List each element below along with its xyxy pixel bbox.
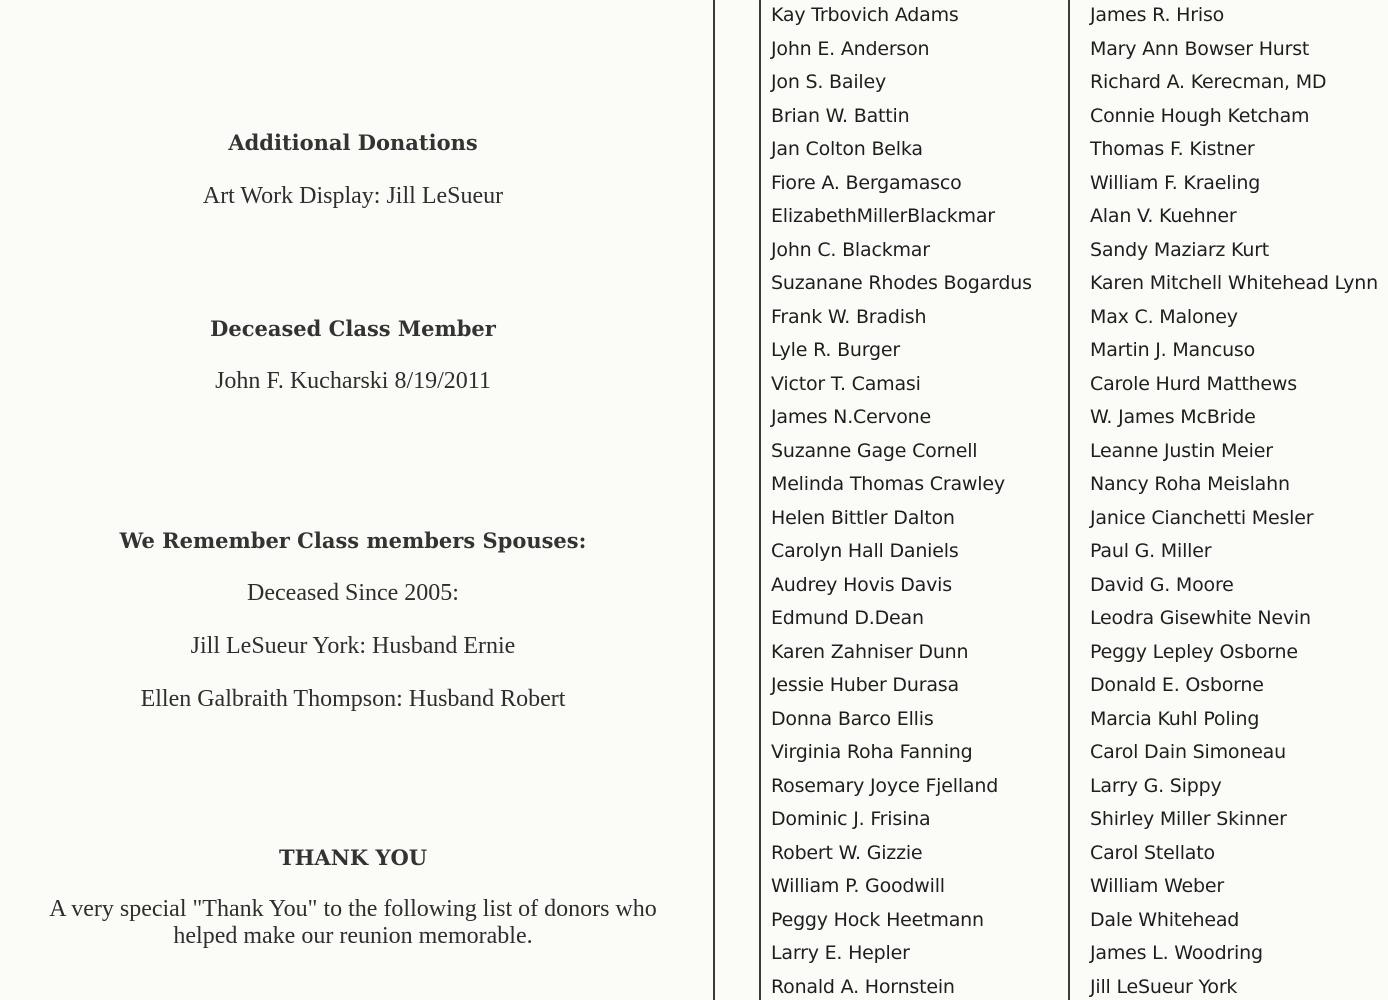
donor-name: Leanne Justin Meier <box>1090 439 1273 462</box>
deceased-since-text: Deceased Since 2005: <box>247 580 459 606</box>
donor-name: Janice Cianchetti Mesler <box>1090 506 1314 529</box>
donor-name: Edmund D.Dean <box>771 607 924 629</box>
donor-name: Victor T. Camasi <box>771 372 921 395</box>
donor-name: James N.Cervone <box>771 406 932 428</box>
donor-name: William P. Goodwill <box>771 875 945 897</box>
donor-name: Marcia Kuhl Poling <box>1090 707 1260 730</box>
donor-name: Thomas F. Kistner <box>1090 138 1255 160</box>
donor-name: Larry E. Hepler <box>771 942 910 964</box>
donor-name: Jan Colton Belka <box>771 138 923 160</box>
thank-you-heading: THANK YOU <box>278 845 428 870</box>
donor-name: Mary Ann Bowser Hurst <box>1090 37 1310 60</box>
donor-name: Brian W. Battin <box>771 104 910 127</box>
donor-name: Peggy Hock Heetmann <box>771 908 984 931</box>
donor-name: James R. Hriso <box>1090 4 1225 26</box>
thank-you-line: A very special "Thank You" to the following list of donors who <box>49 896 657 922</box>
donor-name: Jill LeSueur York <box>1090 975 1238 998</box>
spouse-entry: Ellen Galbraith Thompson: Husband Robert <box>140 686 566 712</box>
donor-name: Suzanane Rhodes Bogardus <box>771 272 1032 294</box>
donor-name: Carol Dain Simoneau <box>1090 741 1286 763</box>
donor-name: Karen Mitchell Whitehead Lynn <box>1090 272 1378 294</box>
donor-name: Kay Trbovich Adams <box>771 4 959 26</box>
donor-name: Carolyn Hall Daniels <box>771 540 959 562</box>
column-divider <box>713 0 715 1000</box>
donor-name: Rosemary Joyce Fjelland <box>771 774 999 797</box>
donor-name: Connie Hough Ketcham <box>1090 104 1310 127</box>
donor-name: Sandy Maziarz Kurt <box>1090 238 1270 261</box>
donor-name: Donna Barco Ellis <box>771 707 934 730</box>
donor-name: Peggy Lepley Osborne <box>1090 640 1298 663</box>
donor-name: Paul G. Miller <box>1090 540 1212 562</box>
donor-name: Helen Bittler Dalton <box>771 506 955 529</box>
donor-name: Jessie Huber Durasa <box>771 674 959 696</box>
donor-name: Jon S. Bailey <box>771 71 887 93</box>
donor-name: Ronald A. Hornstein <box>771 975 955 998</box>
deceased-member-text: John F. Kucharski 8/19/2011 <box>215 368 491 394</box>
donor-name: Suzanne Gage Cornell <box>771 439 978 462</box>
column-divider <box>759 0 761 1000</box>
donor-name: Max C. Maloney <box>1090 305 1238 328</box>
donor-name: ElizabethMillerBlackmar <box>771 205 995 227</box>
donor-name: Martin J. Mancuso <box>1090 339 1256 361</box>
remember-heading: We Remember Class members Spouses: <box>119 528 587 553</box>
art-work-display-text: Art Work Display: Jill LeSueur <box>202 183 504 209</box>
donor-name: Donald E. Osborne <box>1090 674 1264 696</box>
donor-name: Lyle R. Burger <box>771 339 901 361</box>
donor-name: Shirley Miller Skinner <box>1090 808 1287 830</box>
donor-name: John C. Blackmar <box>771 238 930 261</box>
donor-name: Alan V. Kuehner <box>1090 205 1237 227</box>
thank-you-line: helped make our reunion memorable. <box>173 923 533 949</box>
donor-name: Karen Zahniser Dunn <box>771 640 969 663</box>
donor-name: Dale Whitehead <box>1090 908 1240 931</box>
donor-name: Fiore A. Bergamasco <box>771 171 962 194</box>
donor-name: Larry G. Sippy <box>1090 774 1222 797</box>
spouse-entry: Jill LeSueur York: Husband Ernie <box>190 633 516 659</box>
column-divider <box>1068 0 1070 1000</box>
donor-name: Carole Hurd Matthews <box>1090 372 1297 395</box>
donor-name: William Weber <box>1090 875 1224 897</box>
deceased-member-heading: Deceased Class Member <box>210 316 496 341</box>
donor-name: Virginia Roha Fanning <box>771 741 973 763</box>
donor-name: William F. Kraeling <box>1090 171 1261 194</box>
donor-name: Dominic J. Frisina <box>771 808 931 830</box>
donor-name: Audrey Hovis Davis <box>771 573 952 596</box>
donor-name: Carol Stellato <box>1090 841 1215 864</box>
donor-name: W. James McBride <box>1090 406 1256 428</box>
donor-name: Robert W. Gizzie <box>771 841 923 864</box>
additional-donations-heading: Additional Donations <box>228 130 478 155</box>
donor-name: Frank W. Bradish <box>771 305 927 328</box>
donor-name: David G. Moore <box>1090 573 1234 596</box>
donor-name: Nancy Roha Meislahn <box>1090 473 1290 495</box>
donor-name: Leodra Gisewhite Nevin <box>1090 607 1311 629</box>
donor-name: Richard A. Kerecman, MD <box>1090 71 1327 93</box>
donor-name: John E. Anderson <box>771 37 930 60</box>
donor-name: James L. Woodring <box>1090 942 1263 964</box>
donor-name: Melinda Thomas Crawley <box>771 473 1005 495</box>
